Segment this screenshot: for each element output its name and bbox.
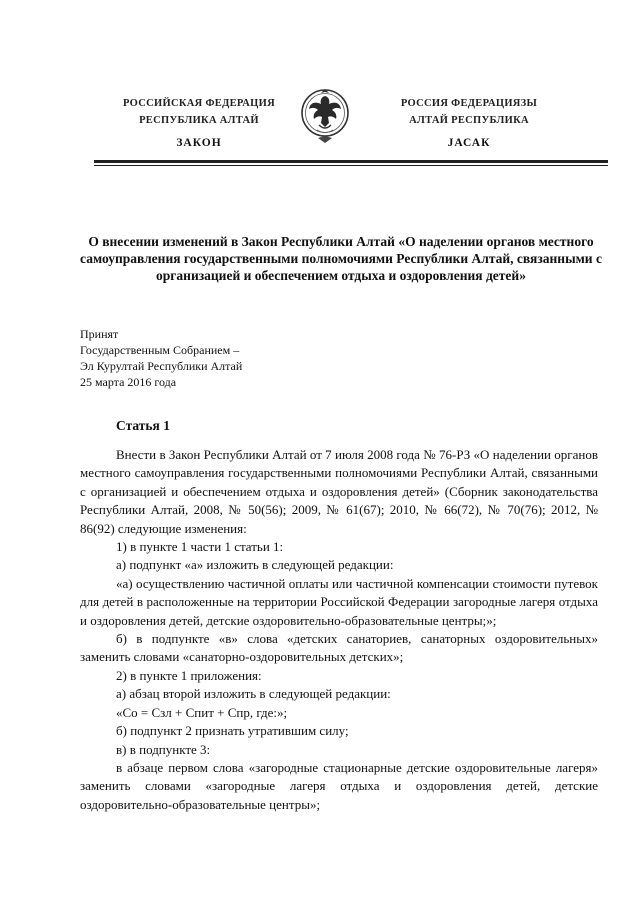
header-country-ru: РОССИЙСКАЯ ФЕДЕРАЦИЯ — [123, 98, 275, 109]
header-country-alt: РОССИЯ ФЕДЕРАЦИЯЗЫ — [400, 98, 538, 109]
paragraph: б) в подпункте «в» слова «детских санаториев, санаторных оздоровительных» заменить словами «санаторно-оздоровительных детских»; — [80, 631, 598, 665]
article-heading: Статья 1 — [116, 418, 170, 433]
header-divider-thick — [94, 160, 608, 163]
paragraph: 2) в пункте 1 приложения: — [116, 667, 262, 683]
adoption-block — [80, 326, 242, 390]
adopted-date: 25 марта 2016 года — [80, 375, 177, 389]
header-law-ru: ЗАКОН — [176, 137, 222, 149]
header-right — [392, 95, 546, 149]
paragraph: «а) осуществлению частичной оплаты или частичной компенсации стоимости путевок для детей в расположенные на территории Российской Федерации загородные лагеря отдыха и оздоровления детей, детские оздоровительно-образовательные центры;»; — [80, 575, 598, 628]
paragraph: в абзаце первом слова «загородные стационарные детские оздоровительные лагеря» заменить словами «загородные лагеря отдыха и оздоровления детей, детские оздоровительно-образовательные центры»; — [80, 759, 598, 812]
paragraph: Внести в Закон Республики Алтай от 7 июля 2008 года № 76-РЗ «О наделении органов местного самоуправления государственными полномочиями Республики Алтай, связанными с организацией и обеспечением отдыха и оздоровления детей» (Сборник законодательства Республики Алтай, 2008, № 50(56); 2009, № 61(67); 2010, № 66(72), № 70(76); 2012, № 86(92) следующие изменения: — [80, 447, 598, 536]
paragraph: «Со = Сзл + Спит + Спр, где:»; — [116, 704, 288, 720]
header-republic-ru: РЕСПУБЛИКА АЛТАЙ — [139, 115, 259, 126]
law-title: О внесении изменений в Закон Республики Алтай «О наделении органов местного самоуправления государственными полномочиями Республики Алтай, связанными с организацией и обеспечением отдыха и оздоровления детей» — [80, 234, 602, 283]
paragraph: 1) в пункте 1 части 1 статьи 1: — [116, 539, 284, 555]
header-left — [112, 95, 286, 149]
header-law-alt: JАСАК — [447, 137, 491, 149]
paragraph: б) подпункт 2 признать утратившим силу; — [116, 723, 349, 739]
adopted-by: Государственным Собранием – — [80, 343, 240, 357]
header-divider-thin — [94, 165, 608, 166]
paragraph: в) в подпункте 3: — [116, 741, 211, 757]
article-body — [80, 446, 598, 814]
paragraph: а) абзац второй изложить в следующей редакции: — [116, 686, 391, 702]
paragraph: а) подпункт «а» изложить в следующей редакции: — [116, 557, 394, 573]
adopted-label: Принят — [80, 327, 119, 341]
header-republic-alt: АЛТАЙ РЕСПУБЛИКА — [409, 115, 529, 126]
adopted-by-body: Эл Курултай Республики Алтай — [80, 359, 243, 373]
coat-of-arms-icon — [300, 83, 350, 145]
